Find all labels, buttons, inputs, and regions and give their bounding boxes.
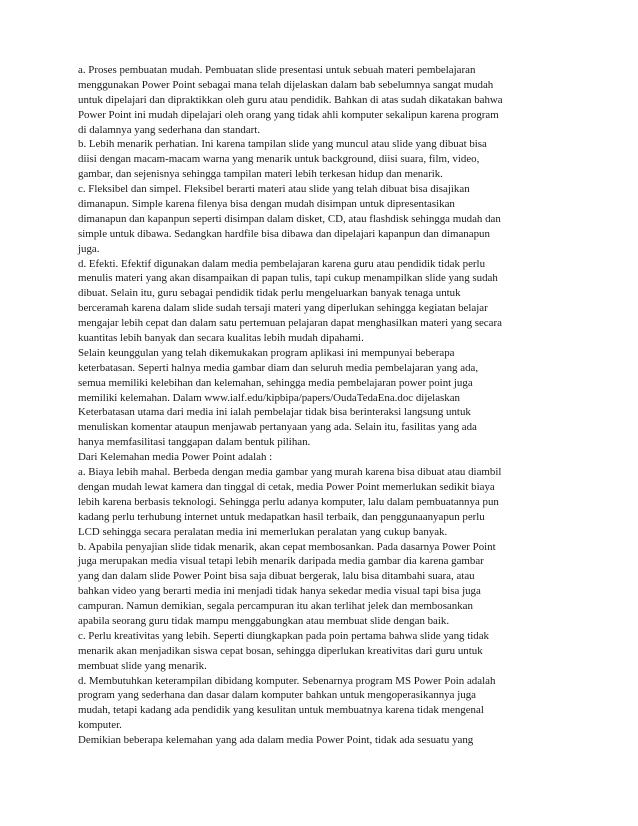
text-line: hanya memfasilitasi tanggapan dalam bentuk pilihan.	[78, 436, 311, 449]
text-line: menuliskan komentar ataupun menjawab pertanyaan yang ada. Selain itu, fasilitas yang ada	[78, 421, 477, 434]
text-line: Power Point ini mudah dipelajari oleh orang yang tidak ahli komputer sekalipun karena program	[78, 108, 499, 121]
text-line: mengajar lebih cepat dan dalam satu pertemuan pelajaran dapat menghasilkan materi yang secara	[78, 317, 502, 330]
text-line: semua memiliki kelebihan dan kelemahan, sehingga media pembelajaran power point juga	[78, 376, 473, 389]
text-line: dibuat. Selain itu, guru sebagai pendidik tidak perlu mengeluarkan banyak tenaga untuk	[78, 287, 461, 300]
text-line: LCD sehingga secara peralatan media ini memerlukan peralatan yang cukup banyak.	[78, 525, 448, 538]
text-line: d. Membutuhkan keterampilan dibidang komputer. Sebenarnya program MS Power Poin adalah	[78, 674, 496, 687]
text-line: campuran. Namun demikian, segala percampuran itu akan terlihat jelek dan membosankan	[78, 600, 473, 613]
text-line: diisi dengan macam-macam warna yang menarik untuk background, diisi suara, film, video,	[78, 153, 480, 166]
text-line: a. Proses pembuatan mudah. Pembuatan slide presentasi untuk sebuah materi pembelajaran	[78, 64, 476, 76]
text-line: juga merupakan media visual tetapi lebih menarik daripada media gambar dia karena gambar	[78, 555, 484, 568]
document-body	[78, 63, 586, 748]
text-line: di dalamnya yang sederhana dan standart.	[78, 123, 261, 136]
text-line: keterbatasan. Seperti halnya media gambar diam dan seluruh media pembelajaran yang ada,	[78, 361, 479, 374]
text-line: b. Apabila penyajian slide tidak menarik, akan cepat membosankan. Pada dasarnya Power Point	[78, 540, 496, 553]
text-line: juga.	[78, 242, 100, 255]
text-line: dimanapun. Simple karena filenya bisa dengan mudah disimpan untuk dipresentasikan	[78, 198, 455, 211]
text-line: gambar, dan sejenisnya sehingga tampilan materi lebih terkesan hidup dan menarik.	[78, 168, 443, 181]
text-line: c. Fleksibel dan simpel. Fleksibel berarti materi atau slide yang telah dibuat bisa disajikan	[78, 183, 470, 196]
text-line: Selain keunggulan yang telah dikemukakan program aplikasi ini mempunyai beberapa	[78, 346, 455, 359]
text-line: memiliki kelemahan. Dalam www.ialf.edu/kipbipa/papers/OudaTedaEna.doc dijelaskan	[78, 391, 460, 404]
text-line: menulis materi yang akan disampaikan di papan tulis, tapi cukup menampilkan slide yang sudah	[78, 272, 498, 285]
text-line: a. Biaya lebih mahal. Berbeda dengan media gambar yang murah karena bisa dibuat atau diambil	[78, 466, 502, 479]
text-line: simple untuk dibawa. Sedangkan hardfile bisa dibawa dan dipelajari kapanpun dan dimanapun	[78, 227, 490, 240]
text-line: c. Perlu kreativitas yang lebih. Seperti diungkapkan pada poin pertama bahwa slide yang tidak	[78, 629, 489, 642]
text-line: mudah, tetapi kadang ada pendidik yang kesulitan untuk membuatnya karena tidak mengenal	[78, 704, 484, 717]
text-line: dimanapun dan kapanpun seperti disimpan dalam disket, CD, atau flashdisk sehingga mudah dan	[78, 212, 501, 225]
text-line: program yang sederhana dan dasar dalam komputer bahkan untuk mengoperasikannya juga	[78, 689, 476, 702]
text-line: yang dan dalam slide Power Point bisa saja dibuat bergerak, lalu bisa ditambahi suara, atau	[78, 570, 475, 583]
text-line: apabila seorang guru tidak mampu menggabungkan atau membuat slide dengan baik.	[78, 614, 450, 627]
text-line: dengan mudah lewat kamera dan tinggal di cetak, media Power Point memerlukan sedikit biaya	[78, 480, 495, 493]
text-line: kadang perlu terhubung internet untuk medapatkan hasil terbaik, dan penggunaanyapun perlu	[78, 510, 485, 523]
text-line: komputer.	[78, 719, 122, 732]
text-line: d. Efekti. Efektif digunakan dalam media pembelajaran karena guru atau pendidik tidak perlu	[78, 257, 486, 270]
text-line: b. Lebih menarik perhatian. Ini karena tampilan slide yang muncul atau slide yang dibuat bisa	[78, 138, 487, 151]
text-line: menggunakan Power Point sebagai mana telah dijelaskan dalam bab sebelumnya sangat mudah	[78, 78, 494, 91]
text-line: lebih karena berbasis teknologi. Sehingga perlu adanya komputer, lalu dalam pembuatannya pun	[78, 495, 499, 508]
text-line: Dari Kelemahan media Power Point adalah :	[78, 451, 273, 464]
text-line: membuat slide yang menarik.	[78, 659, 207, 672]
text-line: kuantitas lebih banyak dan secara kualitas lebih mudah dipahami.	[78, 332, 364, 345]
text-line: Keterbatasan utama dari media ini ialah pembelajar tidak bisa berinteraksi langsung untuk	[78, 406, 471, 419]
text-line: Demikian beberapa kelemahan yang ada dalam media Power Point, tidak ada sesuatu yang	[78, 734, 474, 747]
text-line: bahkan video yang berarti media ini menjadi tidak hanya sekedar media visual tapi bisa juga	[78, 585, 481, 598]
text-line: berceramah karena dalam slide sudah tersaji materi yang diperlukan sehingga kegiatan belajar	[78, 302, 488, 315]
text-line: untuk dipelajari dan dipraktikkan oleh guru atau pendidik. Bahkan di atas sudah dikatakan bahwa	[78, 93, 503, 106]
text-line: menarik akan menjadikan siswa cepat bosan, sehingga diperlukan kreativitas dari guru untuk	[78, 644, 483, 657]
